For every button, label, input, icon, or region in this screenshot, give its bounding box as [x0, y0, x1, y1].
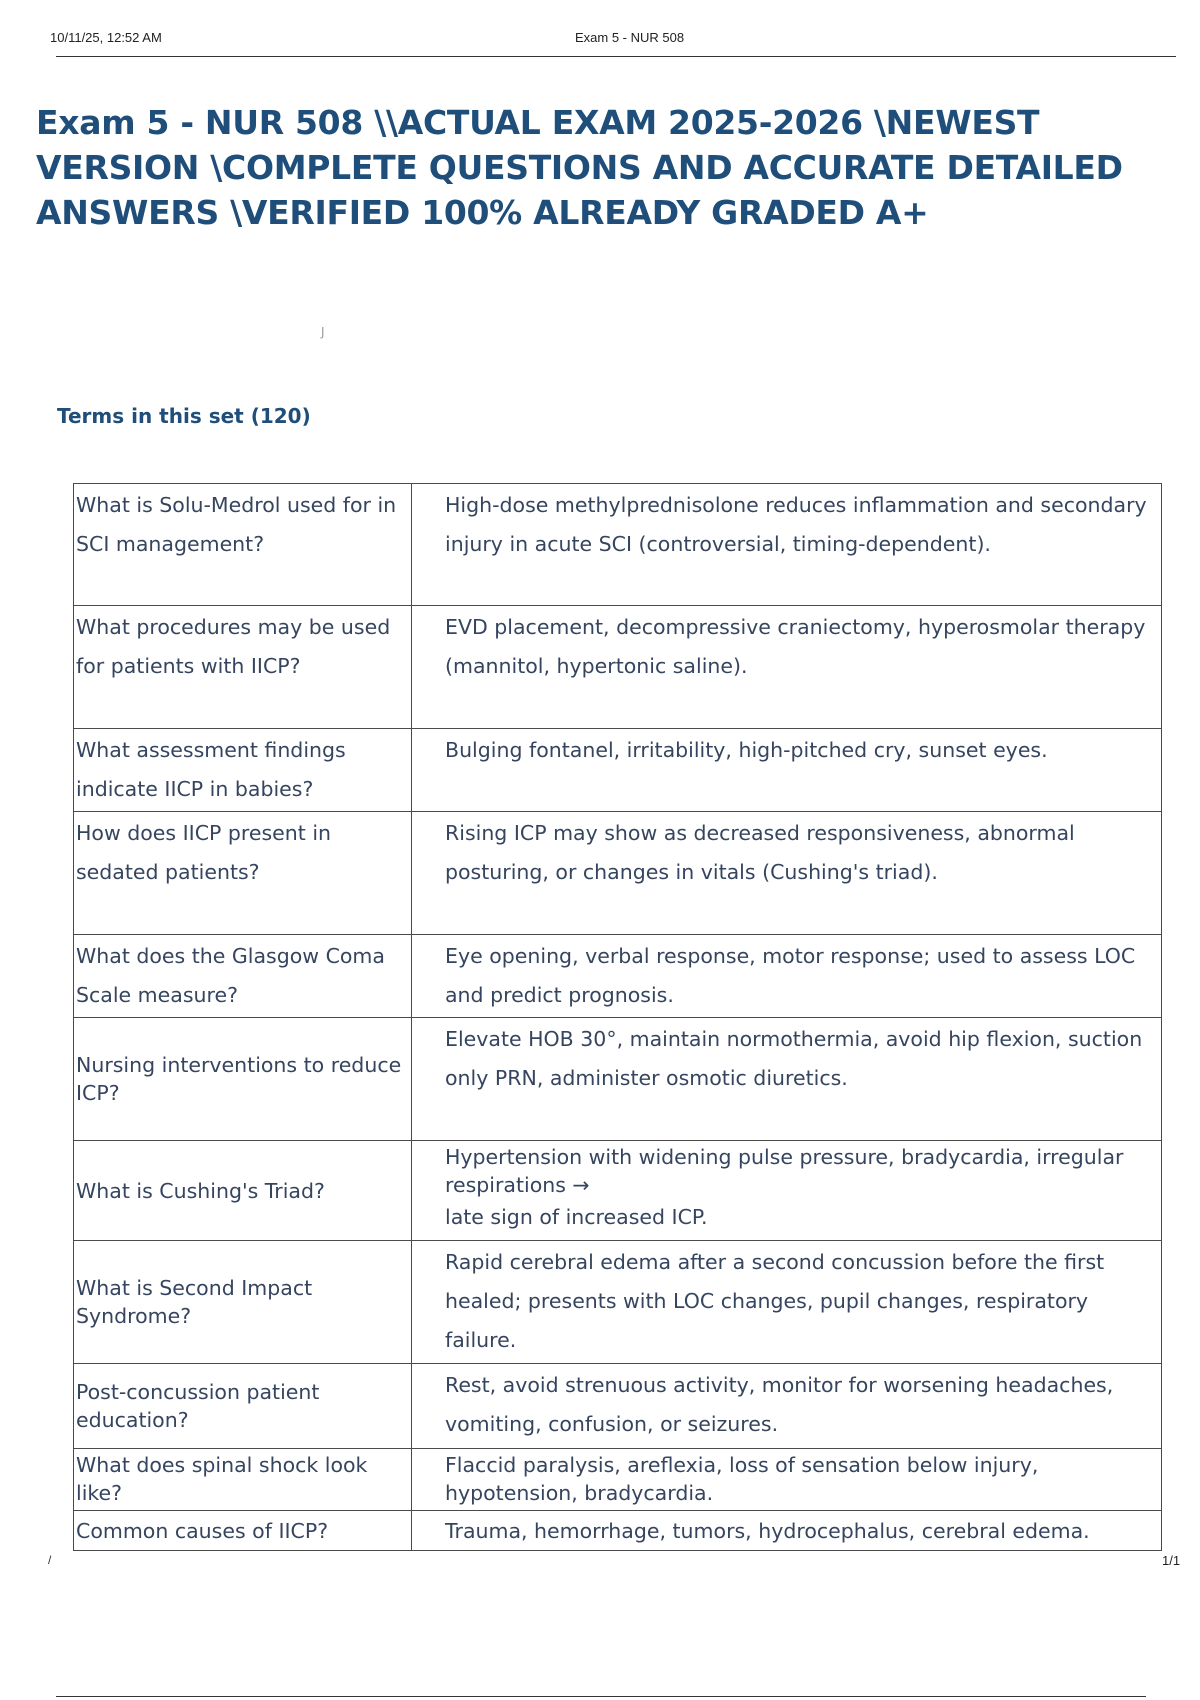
definition-cell: Rest, avoid strenuous activity, monitor for worsening headaches, vomiting, confusion, or seizures. — [412, 1364, 1162, 1449]
term-cell: Post-concussion patient education? — [74, 1364, 412, 1449]
definition-text: Hypertension with widening pulse pressure, bradycardia, irregular respirations → — [445, 1145, 1124, 1197]
table-row — [74, 606, 1162, 729]
table-row — [74, 1241, 1162, 1364]
term-cell: What is Solu-Medrol used for in SCI management? — [74, 484, 412, 606]
terms-table — [73, 483, 1162, 1551]
definition-cell: Flaccid paralysis, areflexia, loss of sensation below injury, hypotension, bradycardia. — [412, 1449, 1162, 1511]
definition-cell: High-dose methylprednisolone reduces inflammation and secondary injury in acute SCI (controversial, timing-dependent). — [412, 484, 1162, 606]
definition-cell: Bulging fontanel, irritability, high-pitched cry, sunset eyes. — [412, 729, 1162, 812]
definition-cell: Trauma, hemorrhage, tumors, hydrocephalus, cerebral edema. — [412, 1511, 1162, 1551]
term-cell: Nursing interventions to reduce ICP? — [74, 1018, 412, 1141]
table-row — [74, 484, 1162, 606]
table-row — [74, 935, 1162, 1018]
table-row — [74, 729, 1162, 812]
table-row — [74, 1449, 1162, 1511]
term-cell: Common causes of IICP? — [74, 1511, 412, 1551]
table-row — [74, 812, 1162, 935]
print-page-title: Exam 5 - NUR 508 — [575, 30, 685, 45]
term-cell: What is Cushing's Triad? — [74, 1141, 412, 1241]
definition-cell — [412, 1141, 1162, 1241]
print-datetime: 10/11/25, 12:52 AM — [50, 30, 162, 45]
term-cell: How does IICP present in sedated patients? — [74, 812, 412, 935]
definition-cell: EVD placement, decompressive craniectomy, hyperosmolar therapy (mannitol, hypertonic saline). — [412, 606, 1162, 729]
term-cell: What assessment findings indicate IICP in babies? — [74, 729, 412, 812]
term-cell: What procedures may be used for patients with IICP? — [74, 606, 412, 729]
footer-divider — [56, 1696, 1146, 1697]
table-row — [74, 1018, 1162, 1141]
term-cell: What does spinal shock look like? — [74, 1449, 412, 1511]
term-cell: What is Second Impact Syndrome? — [74, 1241, 412, 1364]
definition-cell: Rising ICP may show as decreased responsiveness, abnormal posturing, or changes in vitals (Cushing's triad). — [412, 812, 1162, 935]
definition-cell: Rapid cerebral edema after a second concussion before the first healed; presents with LOC changes, pupil changes, respiratory failure. — [412, 1241, 1162, 1364]
document-title: Exam 5 - NUR 508 \\ACTUAL EXAM 2025-2026 \NEWEST VERSION \COMPLETE QUESTIONS AND ACCURATE DETAILED ANSWERS \VERIFIED 100% ALREADY GRADED A+ — [36, 103, 1123, 232]
terms-count-heading: Terms in this set (120) — [57, 404, 311, 428]
table-row — [74, 1141, 1162, 1241]
definition-continuation: late sign of increased ICP. — [445, 1205, 708, 1229]
table-row — [74, 1511, 1162, 1551]
term-cell: What does the Glasgow Coma Scale measure? — [74, 935, 412, 1018]
table-row — [74, 1364, 1162, 1449]
page-number: 1/1 — [1162, 1553, 1181, 1568]
stray-mark: J — [321, 325, 325, 339]
definition-cell: Eye opening, verbal response, motor response; used to assess LOC and predict prognosis. — [412, 935, 1162, 1018]
definition-cell: Elevate HOB 30°, maintain normothermia, avoid hip flexion, suction only PRN, administer osmotic diuretics. — [412, 1018, 1162, 1141]
footer-mark: / — [48, 1553, 52, 1567]
header-divider — [56, 56, 1176, 57]
